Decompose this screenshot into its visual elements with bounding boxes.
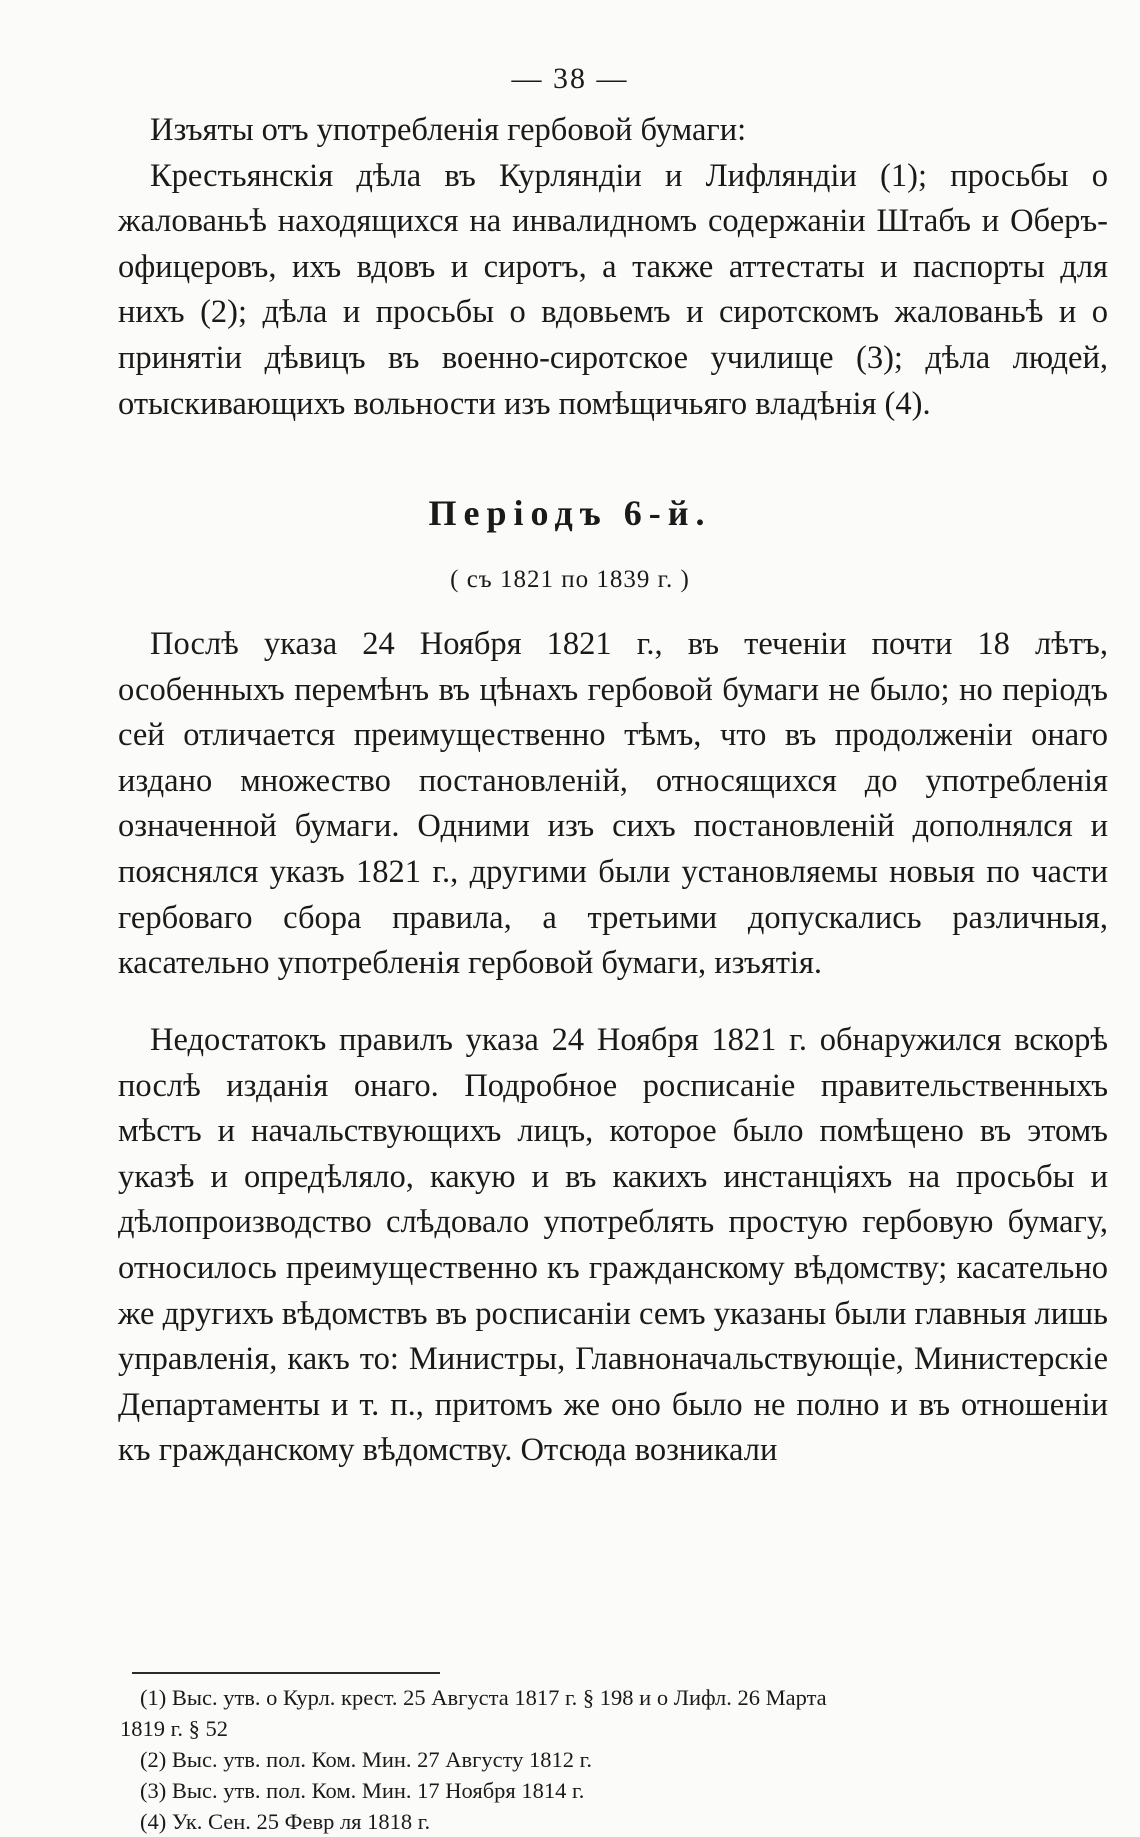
footnote-4: (4) Ук. Сен. 25 Февр ля 1818 г. [140, 1809, 431, 1834]
period-range: ( съ 1821 по 1839 г. ) [450, 566, 690, 593]
body-paragraph-2: Недостатокъ правилъ указа 24 Ноября 1821 г. обнаружился вскорѣ послѣ изданія онаго. Подробное росписаніе правительственныхъ мѣстъ и начальствующихъ лицъ, которое было помѣщено въ этомъ указѣ и опредѣляло, какую и въ какихъ инстанціяхъ на просьбы и дѣлопроизводство слѣдовало употреблять простую гербовую бумагу, относилось преимущественно къ гражданскому вѣдомству; касательно же другихъ вѣдомствъ въ росписаніи семъ указаны были главныя лишь управленія, какъ то: Министры, Главноначальствующіе, Министерскіе Департаменты и т. п., притомъ же оно было не полно и въ отношеніи къ гражданскому вѣдомству. Отсюда возникали [118, 1022, 1108, 1469]
exemptions-heading: Изъяты отъ употребленія гербовой бумаги: [150, 112, 747, 148]
footnote-3: (3) Выс. утв. пол. Ком. Мин. 17 Ноября 1814 г. [140, 1778, 585, 1803]
exemptions-section [118, 108, 1108, 427]
body-paragraph-1-block [118, 622, 1108, 987]
body-paragraph-1: Послѣ указа 24 Ноября 1821 г., въ теченіи почти 18 лѣтъ, особенныхъ перемѣнъ въ цѣнахъ гербовой бумаги не было; но періодъ сей отличается преимущественно тѣмъ, что въ продолженіи онаго издано множество постановленій, относящихся до употребленія означенной бумаги. Одними изъ сихъ постановленій дополнялся и пояснялся указъ 1821 г., другими были установляемы новыя по части гербоваго сбора правила, а третьими допускались различныя, касательно употребленія гербовой бумаги, изъятія. [118, 626, 1108, 982]
footnote-2: (2) Выс. утв. пол. Ком. Мин. 27 Августу 1812 г. [140, 1747, 592, 1772]
footnote-1-continuation: 1819 г. § 52 [120, 1716, 228, 1741]
footnote-1: (1) Выс. утв. о Курл. крест. 25 Августа 1817 г. § 198 и о Лифл. 26 Марта [140, 1685, 827, 1710]
footnote-divider [132, 1672, 440, 1674]
exemptions-paragraph: Крестьянскія дѣла въ Курляндіи и Лифляндіи (1); просьбы о жалованьѣ находящихся на инвалидномъ содержаніи Штабъ и Оберъ-офицеровъ, ихъ вдовъ и сиротъ, а также аттестаты и паспорты для нихъ (2); дѣла и просьбы о вдовьемъ и сиротскомъ жалованьѣ и о принятіи дѣвицъ въ военно-сиротское училище (3); дѣла людей, отыскивающихъ вольности изъ помѣщичьяго владѣнія (4). [118, 157, 1108, 422]
footnotes [120, 1682, 1108, 1837]
body-paragraph-2-block [118, 1018, 1108, 1474]
page-number: — 38 — [511, 62, 629, 95]
period-heading: Періодъ 6-й. [428, 493, 712, 533]
